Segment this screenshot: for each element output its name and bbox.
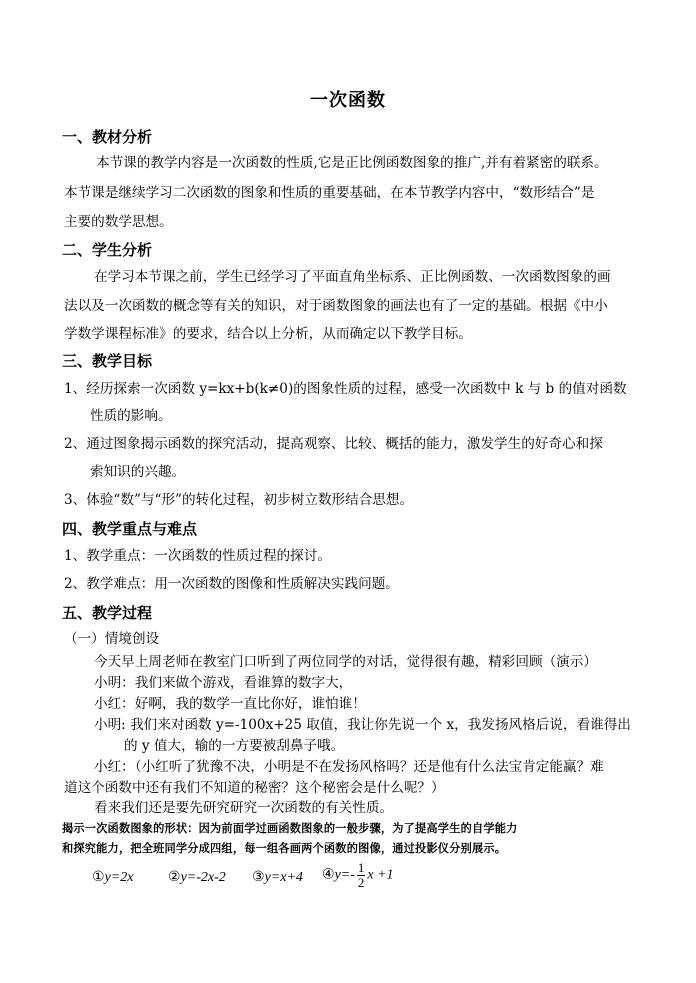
paragraph-line: 学数学课程标准》的要求，结合以上分析，从而确定以下教学目标。 (64, 326, 472, 342)
function-number: ② (168, 870, 181, 885)
paragraph-line: 本节课的教学内容是一次函数的性质,它是正比例函数图象的推广,并有着紧密的联系。 (96, 155, 608, 171)
objective-item-1-cont: 性质的影响。 (90, 408, 172, 424)
key-point-item: 1、教学重点：一次函数的性质过程的探讨。 (64, 548, 331, 564)
function-list (92, 860, 512, 899)
fraction (357, 861, 366, 890)
note-line: 揭示一次函数图象的形状：因为前面学过画函数图象的一般步骤，为了提高学生的自学能力 (62, 821, 518, 835)
function-expression: y=2x (104, 870, 134, 885)
paragraph-line: 本节课是继续学习二次函数的图象和性质的重要基础，在本节教学内容中，“数形结合”是 (64, 185, 595, 201)
section-heading-teaching-objectives: 三、教学目标 (62, 352, 153, 370)
objective-item-2: 2、通过图象揭示函数的探究活动，提高观察、比较、概括的能力，激发学生的好奇心和探 (64, 436, 603, 452)
function-number: ③ (252, 870, 265, 885)
function-1 (92, 869, 133, 886)
paragraph-line: 法以及一次函数的概念等有关的知识，对于函数图象的画法也有了一定的基础。根据《中小 (64, 298, 608, 314)
paragraph-line: 主要的数学思想。 (64, 214, 173, 230)
section-heading-student-analysis: 二、学生分析 (62, 241, 153, 259)
function-expression: y=x+4 (264, 870, 303, 885)
difficulty-item: 2、教学难点：用一次函数的图像和性质解决实践问题。 (64, 576, 399, 592)
dialogue-line: 小红：（小红听了犹豫不决，小明是不在发扬风格吗？还是他有什么法宝肯定能赢？难 (94, 759, 604, 775)
function-3 (252, 869, 303, 886)
section-heading-key-points: 四、教学重点与难点 (62, 520, 198, 538)
function-expression-prefix: y=- (334, 867, 355, 883)
paragraph-line: 在学习本节课之前，学生已经学习了平面直角坐标系、正比例函数、一次函数图象的画 (94, 269, 611, 285)
dialogue-line: 的 y 值大，输的一方要被刮鼻子哦。 (124, 738, 345, 754)
dialogue-line: 看来我们还是要先研究研究一次函数的有关性质。 (94, 800, 394, 816)
function-4 (322, 861, 394, 890)
dialogue-line: 今天早上周老师在教室门口听到了两位同学的对话，觉得很有趣，精彩回顾（演示） (94, 654, 597, 670)
objective-item-3: 3、体验“数”与“形”的转化过程，初步树立数形结合思想。 (64, 492, 414, 508)
fraction-numerator: 1 (357, 860, 365, 875)
function-number: ④ (322, 867, 335, 883)
function-expression-suffix: x +1 (367, 867, 394, 883)
function-number: ① (92, 870, 105, 885)
objective-item-2-cont: 索知识的兴趣。 (90, 464, 186, 480)
function-2 (168, 869, 226, 886)
note-line: 和探究能力，把全班同学分成四组，每一组各画两个函数的图像，通过投影仪分别展示。 (62, 841, 507, 855)
section-heading-teaching-process: 五、教学过程 (62, 604, 153, 622)
subsection-heading: （一）情境创设 (64, 631, 160, 647)
document-title: 一次函数 (310, 90, 386, 111)
fraction-denominator: 2 (357, 875, 365, 890)
section-heading-textbook-analysis: 一、教材分析 (62, 128, 153, 146)
dialogue-line: 小明：我们来做个游戏，看谁算的数字大， (94, 675, 353, 691)
function-expression: y=-2x-2 (180, 870, 226, 885)
dialogue-line: 小明: 我们来对函数 y=-100x+25 取值，我让你先说一个 x，我发扬风格后说，看谁得出 (94, 717, 631, 733)
dialogue-line: 道这个函数中还有我们不知道的秘密？这个秘密会是什么呢？） (64, 780, 445, 796)
dialogue-line: 小红：好啊，我的数学一直比你好，谁怕谁！ (94, 696, 366, 712)
objective-item-1: 1、经历探索一次函数 y=kx+b(k≠0)的图象性质的过程，感受一次函数中 k 与 b 的值对函数 (64, 381, 627, 397)
